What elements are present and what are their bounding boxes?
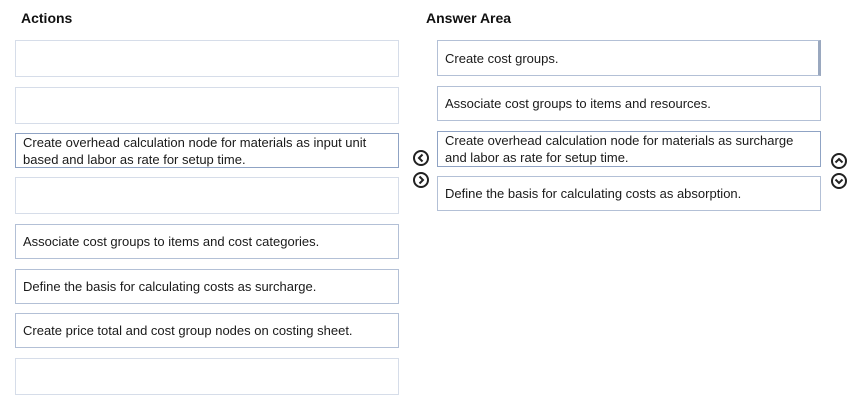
chevron-up-icon bbox=[834, 156, 844, 166]
answer-item-create-cost-groups[interactable]: Create cost groups. bbox=[437, 40, 821, 76]
action-item-associate-cost-categories[interactable]: Associate cost groups to items and cost categories. bbox=[15, 224, 399, 259]
move-left-button[interactable] bbox=[413, 150, 429, 166]
action-slot-8[interactable] bbox=[15, 358, 399, 395]
chevron-right-icon bbox=[416, 175, 426, 185]
action-item-overhead-input-unit[interactable]: Create overhead calculation node for materials as input unit based and labor as rate for setup time. bbox=[15, 133, 399, 168]
action-item-price-total-nodes[interactable]: Create price total and cost group nodes on costing sheet. bbox=[15, 313, 399, 348]
answer-item-basis-absorption[interactable]: Define the basis for calculating costs as absorption. bbox=[437, 176, 821, 211]
actions-heading: Actions bbox=[21, 10, 73, 26]
answer-item-associate-resources[interactable]: Associate cost groups to items and resources. bbox=[437, 86, 821, 121]
move-right-button[interactable] bbox=[413, 172, 429, 188]
move-down-button[interactable] bbox=[831, 173, 847, 189]
action-item-basis-surcharge[interactable]: Define the basis for calculating costs as surcharge. bbox=[15, 269, 399, 304]
action-slot-1[interactable] bbox=[15, 40, 399, 77]
chevron-left-icon bbox=[416, 153, 426, 163]
action-slot-4[interactable] bbox=[15, 177, 399, 214]
move-up-button[interactable] bbox=[831, 153, 847, 169]
answer-area-heading: Answer Area bbox=[426, 10, 512, 26]
answer-item-overhead-surcharge[interactable]: Create overhead calculation node for materials as surcharge and labor as rate for setup time. bbox=[437, 131, 821, 167]
action-slot-2[interactable] bbox=[15, 87, 399, 124]
chevron-down-icon bbox=[834, 176, 844, 186]
